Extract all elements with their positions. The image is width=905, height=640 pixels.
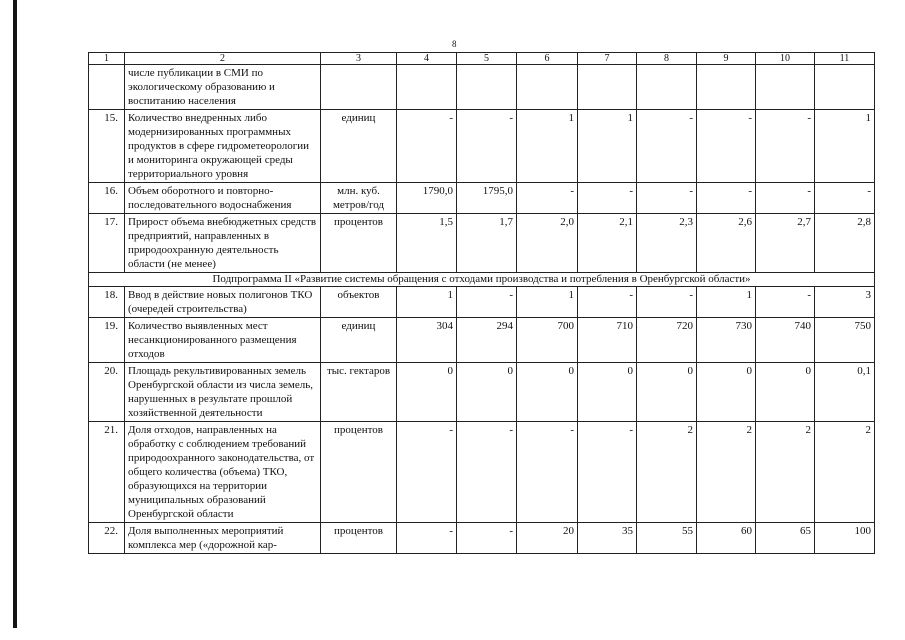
value-cell: 1 bbox=[697, 287, 756, 318]
value-cell: - bbox=[517, 422, 578, 523]
row-number: 16. bbox=[89, 183, 125, 214]
value-cell: - bbox=[578, 287, 637, 318]
table-row bbox=[89, 65, 875, 110]
scan-edge-bar bbox=[13, 0, 17, 628]
unit-cell bbox=[321, 65, 397, 110]
table-row bbox=[89, 110, 875, 183]
row-number bbox=[89, 65, 125, 110]
value-cell: 0 bbox=[578, 363, 637, 422]
value-cell: - bbox=[457, 422, 517, 523]
value-cell bbox=[457, 65, 517, 110]
unit-cell: объектов bbox=[321, 287, 397, 318]
value-cell: - bbox=[397, 523, 457, 554]
value-cell: 1 bbox=[397, 287, 457, 318]
table-row bbox=[89, 287, 875, 318]
value-cell: 35 bbox=[578, 523, 637, 554]
row-number: 21. bbox=[89, 422, 125, 523]
table-row bbox=[89, 363, 875, 422]
value-cell: 720 bbox=[637, 318, 697, 363]
indicator-name: Количество внедренных либо модернизированных программных продуктов в сфере гидрометеорологии и мониторинга окружающей среды территориального уровня bbox=[125, 110, 321, 183]
value-cell: 2,6 bbox=[697, 214, 756, 273]
column-number: 11 bbox=[815, 53, 875, 65]
value-cell: 2 bbox=[697, 422, 756, 523]
value-cell: - bbox=[578, 422, 637, 523]
value-cell: 1 bbox=[815, 110, 875, 183]
unit-cell: процентов bbox=[321, 214, 397, 273]
value-cell: 1 bbox=[517, 110, 578, 183]
column-number: 3 bbox=[321, 53, 397, 65]
indicator-name: Ввод в действие новых полигонов ТКО (очередей строительства) bbox=[125, 287, 321, 318]
row-number: 20. bbox=[89, 363, 125, 422]
unit-cell: тыс. гектаров bbox=[321, 363, 397, 422]
value-cell: 304 bbox=[397, 318, 457, 363]
row-number: 15. bbox=[89, 110, 125, 183]
value-cell: 1790,0 bbox=[397, 183, 457, 214]
value-cell: - bbox=[397, 110, 457, 183]
value-cell: 740 bbox=[756, 318, 815, 363]
value-cell bbox=[697, 65, 756, 110]
value-cell: 2 bbox=[815, 422, 875, 523]
value-cell: - bbox=[637, 183, 697, 214]
indicator-name: Количество выявленных мест несанкционированного размещения отходов bbox=[125, 318, 321, 363]
value-cell: - bbox=[637, 287, 697, 318]
value-cell: 2,8 bbox=[815, 214, 875, 273]
row-number: 18. bbox=[89, 287, 125, 318]
value-cell: 0 bbox=[457, 363, 517, 422]
indicator-name: Доля отходов, направленных на обработку с соблюдением требований природоохранного законодательства, от общего количества (объема) ТКО, образующихся на территории муниципальных образований Оренбургской области bbox=[125, 422, 321, 523]
subprogram-title: Подпрограмма II «Развитие системы обращения с отходами производства и потребления в Оренбургской области» bbox=[89, 273, 875, 287]
unit-cell: единиц bbox=[321, 110, 397, 183]
value-cell: - bbox=[756, 110, 815, 183]
value-cell: - bbox=[815, 183, 875, 214]
value-cell: 2,1 bbox=[578, 214, 637, 273]
value-cell: 20 bbox=[517, 523, 578, 554]
value-cell: - bbox=[457, 110, 517, 183]
indicator-name: Площадь рекультивированных земель Оренбургской области из числа земель, нарушенных в результате прошлой хозяйственной деятельности bbox=[125, 363, 321, 422]
value-cell: 2,7 bbox=[756, 214, 815, 273]
value-cell: 1,5 bbox=[397, 214, 457, 273]
value-cell: 1 bbox=[578, 110, 637, 183]
value-cell: 0 bbox=[517, 363, 578, 422]
row-number: 17. bbox=[89, 214, 125, 273]
value-cell: 55 bbox=[637, 523, 697, 554]
table-row bbox=[89, 318, 875, 363]
value-cell: 3 bbox=[815, 287, 875, 318]
value-cell: - bbox=[756, 183, 815, 214]
value-cell: - bbox=[517, 183, 578, 214]
value-cell: 2,0 bbox=[517, 214, 578, 273]
table-row bbox=[89, 523, 875, 554]
value-cell: 1 bbox=[517, 287, 578, 318]
value-cell: 2 bbox=[756, 422, 815, 523]
column-number: 7 bbox=[578, 53, 637, 65]
value-cell: 294 bbox=[457, 318, 517, 363]
column-number: 5 bbox=[457, 53, 517, 65]
indicator-name: числе публикации в СМИ по экологическому образованию и воспитанию населения bbox=[125, 65, 321, 110]
value-cell: - bbox=[697, 183, 756, 214]
row-number: 22. bbox=[89, 523, 125, 554]
indicator-name: Прирост объема внебюджетных средств предприятий, направленных в природоохранную деятельность области (не менее) bbox=[125, 214, 321, 273]
value-cell bbox=[578, 65, 637, 110]
value-cell bbox=[397, 65, 457, 110]
value-cell: 0 bbox=[697, 363, 756, 422]
unit-cell: процентов bbox=[321, 523, 397, 554]
value-cell: 2 bbox=[637, 422, 697, 523]
column-number-row bbox=[89, 53, 875, 65]
column-number: 10 bbox=[756, 53, 815, 65]
unit-cell: единиц bbox=[321, 318, 397, 363]
subprogram-header-row bbox=[89, 273, 875, 287]
value-cell: - bbox=[397, 422, 457, 523]
value-cell: 1795,0 bbox=[457, 183, 517, 214]
column-number: 6 bbox=[517, 53, 578, 65]
value-cell: - bbox=[457, 523, 517, 554]
column-number: 8 bbox=[637, 53, 697, 65]
value-cell: 0 bbox=[637, 363, 697, 422]
row-number: 19. bbox=[89, 318, 125, 363]
value-cell: 100 bbox=[815, 523, 875, 554]
value-cell bbox=[517, 65, 578, 110]
unit-cell: млн. куб. метров/год bbox=[321, 183, 397, 214]
table-row bbox=[89, 422, 875, 523]
value-cell: 0 bbox=[397, 363, 457, 422]
column-number: 9 bbox=[697, 53, 756, 65]
value-cell: - bbox=[578, 183, 637, 214]
value-cell bbox=[815, 65, 875, 110]
value-cell: 750 bbox=[815, 318, 875, 363]
value-cell bbox=[637, 65, 697, 110]
indicators-table bbox=[88, 52, 875, 554]
value-cell: - bbox=[756, 287, 815, 318]
value-cell bbox=[756, 65, 815, 110]
table-row bbox=[89, 183, 875, 214]
value-cell: 60 bbox=[697, 523, 756, 554]
page-number: 8 bbox=[452, 39, 457, 49]
value-cell: 710 bbox=[578, 318, 637, 363]
value-cell: 1,7 bbox=[457, 214, 517, 273]
value-cell: - bbox=[697, 110, 756, 183]
value-cell: - bbox=[637, 110, 697, 183]
value-cell: 0,1 bbox=[815, 363, 875, 422]
table-row bbox=[89, 214, 875, 273]
indicator-name: Доля выполненных мероприятий комплекса мер («дорожной кар- bbox=[125, 523, 321, 554]
value-cell: 700 bbox=[517, 318, 578, 363]
column-number: 1 bbox=[89, 53, 125, 65]
indicator-name: Объем оборотного и повторно-последовательного водоснабжения bbox=[125, 183, 321, 214]
value-cell: 0 bbox=[756, 363, 815, 422]
unit-cell: процентов bbox=[321, 422, 397, 523]
value-cell: 2,3 bbox=[637, 214, 697, 273]
table-body bbox=[89, 53, 875, 554]
value-cell: - bbox=[457, 287, 517, 318]
column-number: 4 bbox=[397, 53, 457, 65]
column-number: 2 bbox=[125, 53, 321, 65]
value-cell: 65 bbox=[756, 523, 815, 554]
value-cell: 730 bbox=[697, 318, 756, 363]
